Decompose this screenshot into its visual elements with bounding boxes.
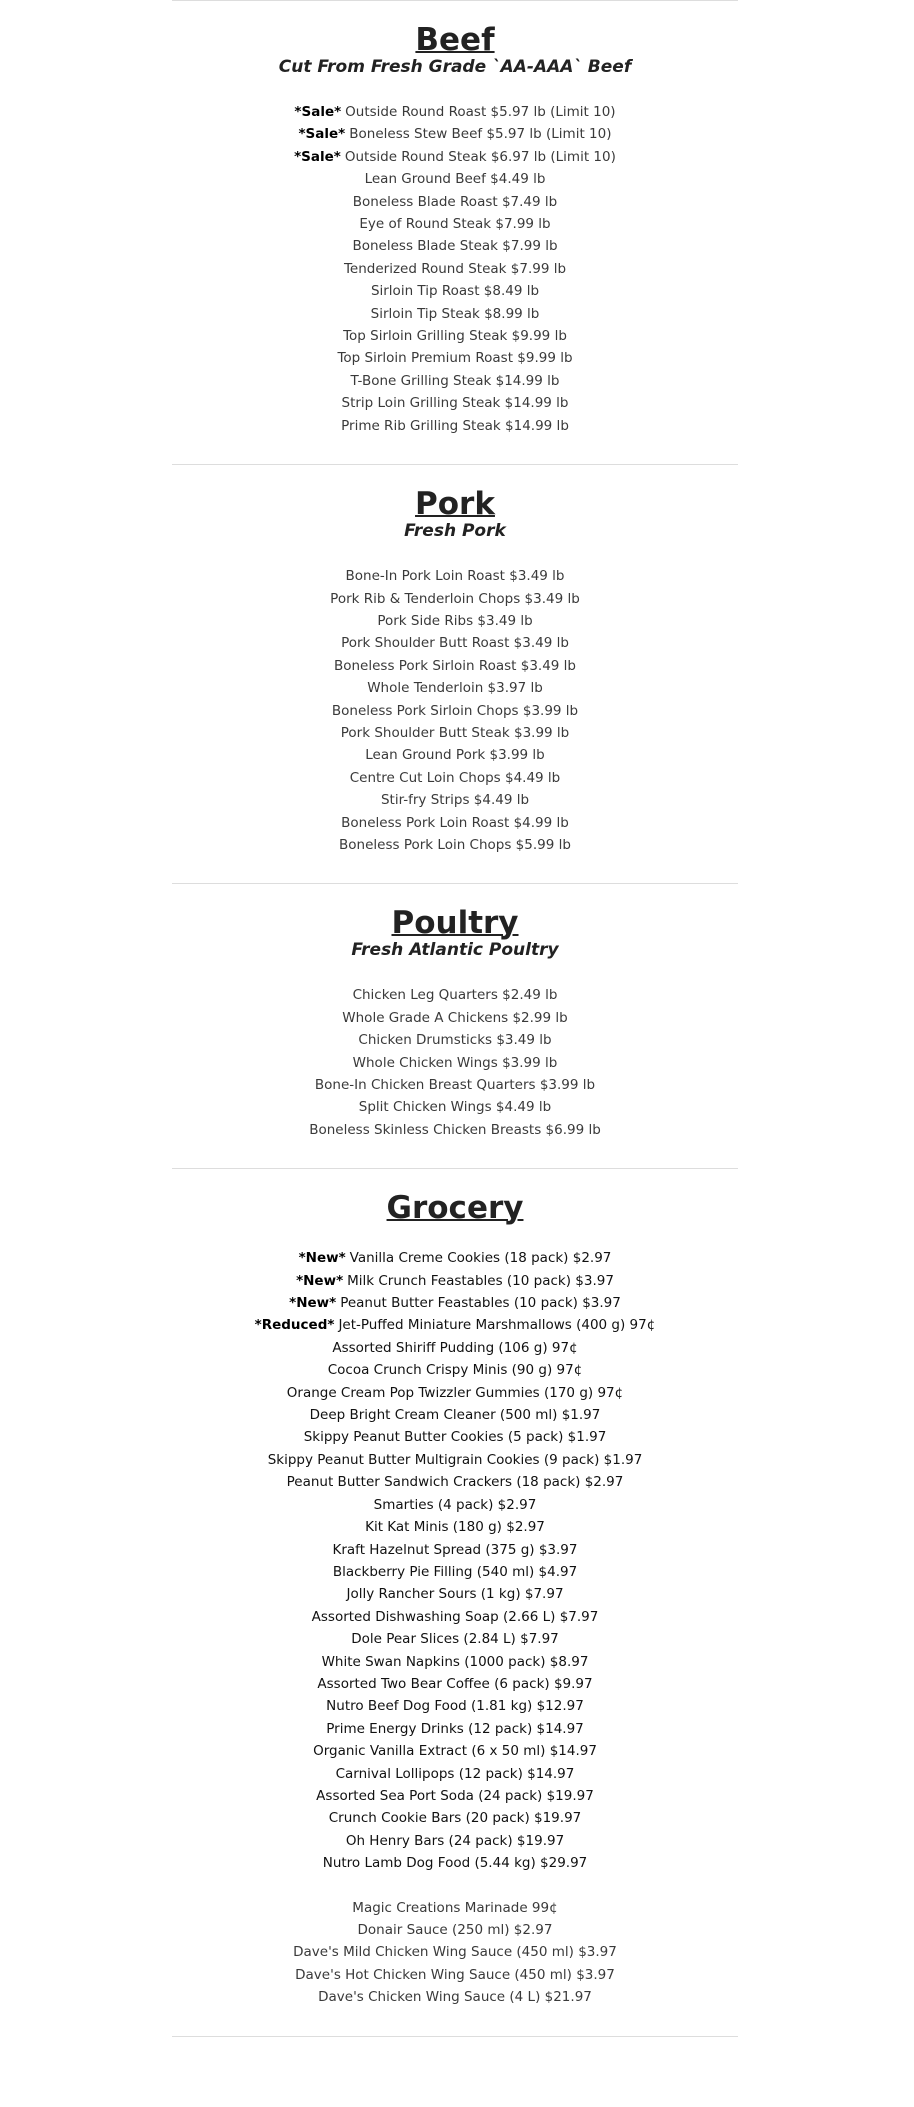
list-item <box>172 789 738 811</box>
list-item <box>172 588 738 610</box>
list-item <box>172 1785 738 1807</box>
list-item <box>172 767 738 789</box>
item-text: Pork Side Ribs $3.49 lb <box>377 612 533 629</box>
item-text: Assorted Sea Port Soda (24 pack) $19.97 <box>316 1787 594 1804</box>
item-text: Skippy Peanut Butter Cookies (5 pack) $1.97 <box>303 1429 607 1446</box>
list-item <box>172 1314 738 1336</box>
item-text: Crunch Cookie Bars (20 pack) $19.97 <box>328 1810 582 1827</box>
list-item <box>172 1007 738 1029</box>
divider <box>172 2036 738 2037</box>
section-title: Poultry <box>391 905 519 942</box>
list-item <box>172 1074 738 1096</box>
item-text: Bone-In Pork Loin Roast $3.49 lb <box>345 568 565 585</box>
section-title: Pork <box>415 486 495 523</box>
list-item <box>172 1052 738 1074</box>
list-item <box>172 146 738 168</box>
item-text: Top Sirloin Premium Roast $9.99 lb <box>337 350 573 367</box>
item-text: Oh Henry Bars (24 pack) $19.97 <box>345 1832 565 1849</box>
list-item <box>172 235 738 257</box>
item-text: T-Bone Grilling Steak $14.99 lb <box>350 372 560 389</box>
list-item <box>172 1292 738 1314</box>
item-tag: *Sale* <box>298 126 346 143</box>
list-item <box>172 168 738 190</box>
list-item <box>172 1830 738 1852</box>
item-text: Boneless Blade Steak $7.99 lb <box>352 238 558 255</box>
list-item <box>172 303 738 325</box>
list-item <box>172 1337 738 1359</box>
item-text: Boneless Pork Loin Roast $4.99 lb <box>341 814 569 831</box>
list-item <box>172 1471 738 1493</box>
item-text: Boneless Skinless Chicken Breasts $6.99 lb <box>309 1121 601 1138</box>
section-subtitle: Fresh Atlantic Poultry <box>351 940 559 961</box>
item-text: Dave's Hot Chicken Wing Sauce (450 ml) $3.97 <box>295 1966 615 1983</box>
list-item <box>172 1119 738 1141</box>
item-text: Boneless Blade Roast $7.49 lb <box>352 193 558 210</box>
item-text: Magic Creations Marinade 99¢ <box>352 1899 558 1916</box>
extra-item-list <box>172 1897 738 2009</box>
item-text: Pork Rib & Tenderloin Chops $3.49 lb <box>330 590 580 607</box>
list-item <box>172 700 738 722</box>
item-text: Deep Bright Cream Cleaner (500 ml) $1.97 <box>309 1407 601 1424</box>
item-text: Sirloin Tip Roast $8.49 lb <box>370 283 540 300</box>
item-text: Organic Vanilla Extract (6 x 50 ml) $14.97 <box>313 1743 597 1760</box>
list-item <box>172 1426 738 1448</box>
item-text: Lean Ground Pork $3.99 lb <box>365 747 545 764</box>
list-item <box>172 1919 738 1941</box>
list-item <box>172 655 738 677</box>
list-item <box>172 722 738 744</box>
item-text: Nutro Lamb Dog Food (5.44 kg) $29.97 <box>322 1855 588 1872</box>
item-text: Whole Tenderloin $3.97 lb <box>367 680 543 697</box>
item-tag: *New* <box>298 1250 346 1267</box>
list-item <box>172 1941 738 1963</box>
list-item <box>172 415 738 437</box>
item-text: Strip Loin Grilling Steak $14.99 lb <box>341 395 569 412</box>
item-text: Kit Kat Minis (180 g) $2.97 <box>365 1519 545 1536</box>
list-item <box>172 744 738 766</box>
list-item <box>172 1096 738 1118</box>
item-text: Dave's Mild Chicken Wing Sauce (450 ml) $3.97 <box>293 1944 617 1961</box>
item-text: Jet-Puffed Miniature Marshmallows (400 g) 97¢ <box>338 1317 656 1334</box>
list-item <box>172 1247 738 1269</box>
item-list <box>172 565 738 856</box>
item-tag: *Sale* <box>294 148 341 165</box>
item-text: Carnival Lollipops (12 pack) $14.97 <box>335 1765 575 1782</box>
list-item <box>172 191 738 213</box>
item-list <box>172 101 738 437</box>
list-item <box>172 1897 738 1919</box>
section-title: Beef <box>415 22 495 58</box>
item-text: Whole Chicken Wings $3.99 lb <box>352 1054 558 1071</box>
item-text: Boneless Stew Beef $5.97 lb (Limit 10) <box>349 126 612 143</box>
item-text: Chicken Leg Quarters $2.49 lb <box>352 987 558 1004</box>
item-tag: *Sale* <box>294 104 342 120</box>
list-item <box>172 1673 738 1695</box>
list-item <box>172 1807 738 1829</box>
item-text: Pork Shoulder Butt Roast $3.49 lb <box>341 635 569 652</box>
item-text: Kraft Hazelnut Spread (375 g) $3.97 <box>332 1541 578 1558</box>
item-tag: *Reduced* <box>254 1317 335 1334</box>
list-item <box>172 325 738 347</box>
item-text: Chicken Drumsticks $3.49 lb <box>358 1032 552 1049</box>
beef-section <box>172 1 738 437</box>
list-item <box>172 1382 738 1404</box>
list-item <box>172 280 738 302</box>
list-item <box>172 1718 738 1740</box>
section-subtitle: Fresh Pork <box>404 521 506 542</box>
item-text: Prime Rib Grilling Steak $14.99 lb <box>341 417 569 434</box>
list-item <box>172 632 738 654</box>
list-item <box>172 1964 738 1986</box>
item-text: Nutro Beef Dog Food (1.81 kg) $12.97 <box>326 1698 584 1715</box>
list-item <box>172 1852 738 1874</box>
item-text: Skippy Peanut Butter Multigrain Cookies (9 pack) $1.97 <box>267 1451 643 1468</box>
section-subtitle: Cut From Fresh Grade `AA-AAA` Beef <box>278 57 632 77</box>
item-text: Orange Cream Pop Twizzler Gummies (170 g) 97¢ <box>286 1384 624 1401</box>
list-item <box>172 347 738 369</box>
list-item <box>172 370 738 392</box>
list-item <box>172 677 738 699</box>
item-text: Top Sirloin Grilling Steak $9.99 lb <box>343 328 567 345</box>
list-item <box>172 258 738 280</box>
item-text: Smarties (4 pack) $2.97 <box>373 1496 537 1513</box>
item-text: Outside Round Steak $6.97 lb (Limit 10) <box>344 148 616 165</box>
list-item <box>172 123 738 145</box>
item-text: Eye of Round Steak $7.99 lb <box>359 216 551 233</box>
list-item <box>172 984 738 1006</box>
item-text: Boneless Pork Sirloin Roast $3.49 lb <box>333 657 577 674</box>
list-item <box>172 610 738 632</box>
item-text: Assorted Shiriff Pudding (106 g) 97¢ <box>332 1339 578 1356</box>
list-item <box>172 1583 738 1605</box>
item-text: White Swan Napkins (1000 pack) $8.97 <box>321 1653 589 1670</box>
list-item <box>172 1539 738 1561</box>
item-text: Dave's Chicken Wing Sauce (4 L) $21.97 <box>318 1989 592 2006</box>
item-list <box>172 984 738 1141</box>
list-item <box>172 1494 738 1516</box>
item-text: Pork Shoulder Butt Steak $3.99 lb <box>340 724 570 741</box>
list-item <box>172 101 738 123</box>
item-text: Tenderized Round Steak $7.99 lb <box>343 260 567 277</box>
item-text: Outside Round Roast $5.97 lb (Limit 10) <box>345 104 616 120</box>
item-text: Peanut Butter Sandwich Crackers (18 pack) $2.97 <box>286 1474 624 1491</box>
item-list <box>172 1247 738 1874</box>
list-item <box>172 1516 738 1538</box>
list-item <box>172 1740 738 1762</box>
list-item <box>172 1449 738 1471</box>
item-text: Dole Pear Slices (2.84 L) $7.97 <box>351 1631 559 1648</box>
list-item <box>172 392 738 414</box>
list-item <box>172 1404 738 1426</box>
item-text: Prime Energy Drinks (12 pack) $14.97 <box>326 1720 584 1737</box>
item-text: Boneless Pork Sirloin Chops $3.99 lb <box>331 702 579 719</box>
grocery-section <box>172 1169 738 2008</box>
item-text: Vanilla Creme Cookies (18 pack) $2.97 <box>349 1250 612 1267</box>
list-item <box>172 1763 738 1785</box>
pork-section <box>172 465 738 856</box>
poultry-section <box>172 884 738 1141</box>
list-item <box>172 1986 738 2008</box>
list-item <box>172 1651 738 1673</box>
list-item <box>172 1628 738 1650</box>
item-text: Boneless Pork Loin Chops $5.99 lb <box>339 836 571 853</box>
item-text: Split Chicken Wings $4.49 lb <box>358 1099 552 1116</box>
list-item <box>172 1561 738 1583</box>
item-tag: *New* <box>289 1295 337 1312</box>
item-text: Lean Ground Beef $4.49 lb <box>364 171 546 188</box>
list-item <box>172 565 738 587</box>
list-item <box>172 1359 738 1381</box>
list-item <box>172 1270 738 1292</box>
item-text: Sirloin Tip Steak $8.99 lb <box>370 305 540 322</box>
item-text: Bone-In Chicken Breast Quarters $3.99 lb <box>314 1077 596 1093</box>
item-text: Stir-fry Strips $4.49 lb <box>380 792 530 809</box>
item-text: Peanut Butter Feastables (10 pack) $3.97 <box>340 1295 621 1312</box>
list-item <box>172 213 738 235</box>
list-item <box>172 1029 738 1051</box>
item-text: Assorted Two Bear Coffee (6 pack) $9.97 <box>317 1675 593 1692</box>
item-text: Assorted Dishwashing Soap (2.66 L) $7.97 <box>311 1608 599 1625</box>
item-text: Donair Sauce (250 ml) $2.97 <box>357 1922 553 1938</box>
item-text: Centre Cut Loin Chops $4.49 lb <box>349 769 561 786</box>
list-item <box>172 834 738 856</box>
flyer-page <box>172 0 738 2037</box>
section-title: Grocery <box>386 1190 524 1227</box>
list-item <box>172 1695 738 1717</box>
item-text: Jolly Rancher Sours (1 kg) $7.97 <box>346 1586 564 1603</box>
item-text: Blackberry Pie Filling (540 ml) $4.97 <box>332 1563 578 1580</box>
item-text: Cocoa Crunch Crispy Minis (90 g) 97¢ <box>327 1362 583 1379</box>
list-item <box>172 812 738 834</box>
list-item <box>172 1606 738 1628</box>
item-tag: *New* <box>296 1272 344 1289</box>
item-text: Whole Grade A Chickens $2.99 lb <box>342 1009 568 1026</box>
item-text: Milk Crunch Feastables (10 pack) $3.97 <box>347 1272 614 1289</box>
